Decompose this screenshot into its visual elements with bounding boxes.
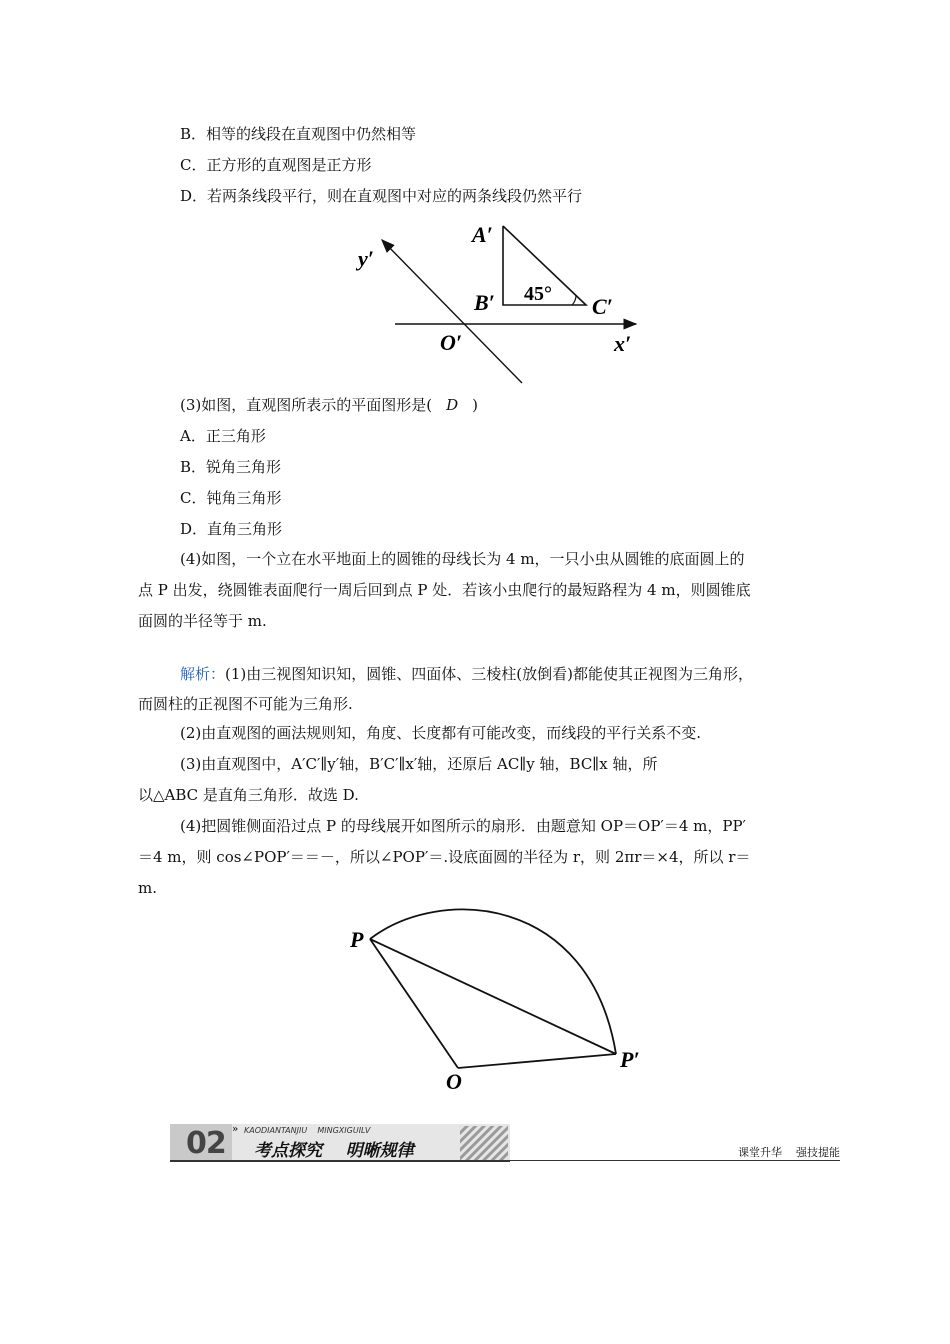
banner-pinyin: KAODIANTANJIU MINGXIGUILV: [244, 1126, 371, 1135]
solution-line-3a: (3)由直观图中，A′C′∥y′轴，B′C′∥x′轴，还原后 AC∥y 轴，BC∥x 轴，所: [180, 755, 658, 773]
label-origin: O′: [440, 330, 463, 355]
q3-answer: D: [446, 396, 459, 414]
label-y-axis: y′: [358, 246, 374, 271]
label-p: P: [350, 927, 364, 952]
label-x-axis: x′: [614, 331, 632, 356]
sector-arc: [370, 909, 616, 1054]
y-axis-line: [382, 240, 522, 383]
q4-line1: (4)如图，一个立在水平地面上的圆锥的母线长为 4 m，一只小虫从圆锥的底面圆上的: [180, 550, 745, 568]
q3-prefix: (3)如图，直观图所表示的平面图形是(: [180, 396, 433, 414]
solution-s1a: (1)由三视图知识知，圆锥、四面体、三棱柱(放倒看)都能使其正视图为三角形，: [225, 665, 753, 683]
option-c: C．正方形的直观图是正方形: [180, 156, 372, 174]
banner-title: 考点探究 明晰规律: [254, 1141, 414, 1161]
q3-option-a: A．正三角形: [180, 427, 266, 445]
solution-label: 解析：: [180, 665, 226, 683]
solution-line-1a: [180, 664, 753, 684]
radius-op-prime: [458, 1054, 616, 1068]
figure-oblique-triangle: [340, 218, 660, 390]
figure-sector: [340, 905, 660, 1095]
solution-line-1b: 而圆柱的正视图不可能为三角形.: [138, 695, 353, 713]
radius-op: [370, 939, 458, 1068]
q3-option-d: D．直角三角形: [180, 520, 283, 538]
option-b: B．相等的线段在直观图中仍然相等: [180, 125, 417, 143]
angle-arc: [572, 295, 576, 305]
q3-stem: [180, 395, 478, 415]
banner-number: 02: [186, 1126, 226, 1161]
solution-line-2: (2)由直观图的画法规则知，角度、长度都有可能改变，而线段的平行关系不变.: [180, 724, 702, 742]
solution-line-4a: (4)把圆锥侧面沿过点 P 的母线展开如图所示的扇形．由题意知 OP＝OP′＝4 m，PP′: [180, 817, 746, 835]
q4-line2: 点 P 出发，绕圆锥表面爬行一周后回到点 P 处．若该小虫爬行的最短路程为 4 m，则圆锥底: [138, 581, 751, 599]
solution-line-3b: 以△ABC 是直角三角形．故选 D.: [138, 786, 359, 804]
banner-rule: [170, 1160, 840, 1161]
solution-line-4b: ＝4 m，则 cos∠POP′＝＝－，所以∠POP′＝.设底面圆的半径为 r，则 2πr＝×4，所以 r＝: [138, 848, 751, 866]
label-o: O: [446, 1069, 462, 1094]
q3-option-b: B．锐角三角形: [180, 458, 282, 476]
banner-right-text: 课堂升华 强技提能: [738, 1146, 840, 1159]
section-banner: [170, 1124, 840, 1164]
q3-option-c: C．钝角三角形: [180, 489, 282, 507]
label-p-prime: P′: [620, 1047, 640, 1072]
option-d: D．若两条线段平行，则在直观图中对应的两条线段仍然平行: [180, 187, 583, 205]
chord-pp: [370, 939, 616, 1054]
solution-line-4c: m.: [138, 879, 157, 897]
label-b: B′: [474, 290, 495, 315]
label-angle: 45°: [524, 283, 552, 305]
banner-chevron-icon: »: [232, 1124, 239, 1135]
q4-line3: 面圆的半径等于 m.: [138, 612, 267, 630]
label-a: A′: [472, 222, 493, 247]
q3-suffix: ): [472, 396, 478, 414]
label-c: C′: [592, 294, 613, 319]
